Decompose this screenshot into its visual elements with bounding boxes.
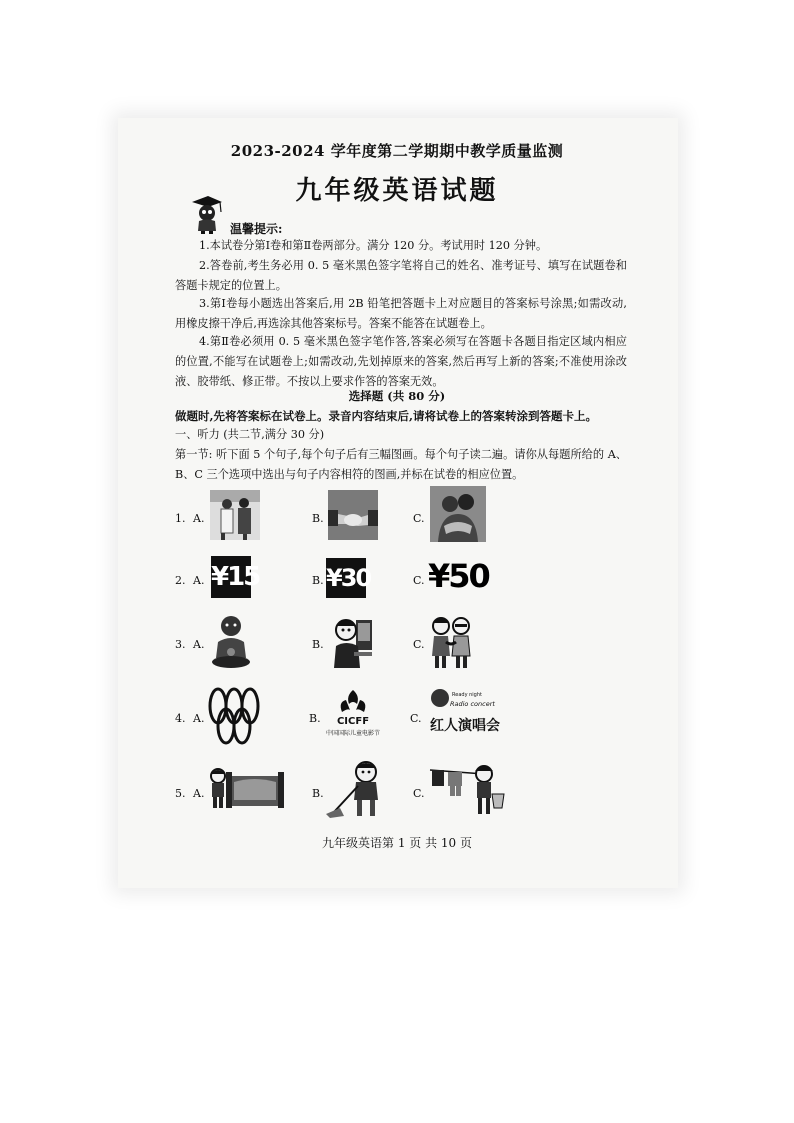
logo-acronym: CICFF [336,716,370,727]
option-label: C. [413,574,425,587]
section-title: 选择题 (共 80 分) [348,389,446,403]
tip-2: 2.答卷前,考生务必用 0. 5 毫米黑色签字笔将自己的姓名、准考证号、填写在试题卷和答题卡规定的位置上。 [175,259,627,292]
option-label: B. [312,638,324,651]
option-label: C. [410,712,422,725]
question-number: 4. [175,712,186,725]
tips-heading: 温馨提示: [230,222,283,236]
option-label: A. [193,512,205,525]
option-label: B. [312,787,324,800]
price-tag-50: ¥50 [428,557,489,595]
people-chatting-image [210,490,260,540]
option-label: C. [413,638,425,651]
handshake-image [328,490,378,540]
boy-at-computer-image [330,612,374,668]
meditating-person-image [210,612,252,668]
logo-caption: 中国国际儿童电影节 [325,730,381,737]
tip-1: 1.本试卷分第Ⅰ卷和第Ⅱ卷两部分。满分 120 分。考试用时 120 分钟。 [199,239,548,252]
boy-hanging-laundry-image [428,760,508,820]
question-number: 5. [175,787,186,800]
tip-3: 3.第Ⅰ卷每小题选出答案后,用 2B 铅笔把答题卡上对应题目的答案标号涂黑;如需改动,用橡皮擦干净后,再选涂其他答案标号。答案不能答在试题卷上。 [175,297,627,330]
boy-making-bed-image [208,766,286,810]
section-one-instructions: 第一节: 听下面 5 个句子,每个句子后有三幅图画。每个句子读二遍。请你从每题所给的 A、B、C 三个选项中选出与句子内容相符的图画,并标在试卷的相应位置。 [175,448,627,481]
option-label: B. [309,712,321,725]
hug-image [430,486,486,542]
logo-small-text: Ready night [452,692,482,698]
page-footer: 九年级英语第 1 页 共 10 页 [322,836,472,850]
page-title: 九年级英语试题 [295,176,499,206]
logo-main-text: 红人演唱会 [430,718,500,734]
option-label: A. [193,712,205,725]
instruction: 做题时,先将答案标在试卷上。录音内容结束后,请将试卷上的答案转涂到答题卡上。 [175,409,598,423]
exam-header: 2023-2024 学年度第二学期期中教学质量监测 [230,142,564,160]
concert-logo [428,686,500,740]
option-label: A. [193,787,205,800]
option-label: B. [312,574,324,587]
part-one-title: 一、听力 (共二节,满分 30 分) [175,428,325,441]
tip-4: 4.第Ⅱ卷必须用 0. 5 毫米黑色签字笔作答,答案必须写在答题卡各题目指定区域内相应的位置,不能写在试题卷上;如需改动,先划掉原来的答案,然后再写上新的答案;不准使用涂改液、胶带纸、修正带。不按以上要求作答的答案无效。 [175,335,627,388]
logo-subtitle: Radio concert [450,700,495,708]
question-number: 2. [175,574,186,587]
two-people-talking-image [428,612,474,668]
film-festival-logo [322,686,384,738]
option-label: A. [193,574,205,587]
price-tag-30: ¥30 [326,558,366,598]
price-tag-15: ¥15 [211,556,251,598]
question-number: 1. [175,512,186,525]
question-number: 3. [175,638,186,651]
option-label: C. [413,787,425,800]
option-label: A. [193,638,205,651]
mascot-icon [188,194,224,234]
olympic-rings-image [208,686,260,746]
option-label: B. [312,512,324,525]
boy-sweeping-image [324,758,386,820]
option-label: C. [413,512,425,525]
